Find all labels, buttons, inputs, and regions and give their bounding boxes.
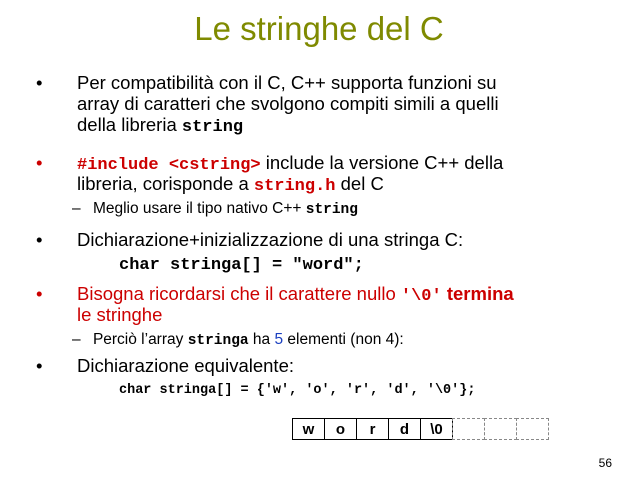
bullet-marker: •	[36, 152, 43, 173]
array-cell: o	[324, 418, 357, 440]
element-count: 5	[274, 331, 284, 348]
code-string: string	[181, 118, 244, 137]
sub-bullet-native-string	[72, 200, 358, 219]
bullet-text: libreria, corisponde a	[77, 173, 254, 194]
array-cell: r	[356, 418, 389, 440]
sub-bullet-marker: –	[72, 331, 81, 348]
sub-bullet-text: Perciò l’array	[92, 331, 188, 348]
char-array-diagram	[293, 418, 549, 440]
array-cell: w	[292, 418, 325, 440]
bullet-text: termina	[441, 283, 514, 304]
bullet-marker: •	[36, 229, 43, 250]
sub-bullet-five-elements	[72, 331, 404, 350]
code-include-cstring: #include <cstring>	[77, 156, 261, 175]
bullet-text: Bisogna ricordarsi che il carattere nullo	[77, 283, 401, 304]
array-cell-empty	[516, 418, 549, 440]
array-cell-empty	[452, 418, 485, 440]
bullet-marker: •	[36, 283, 43, 304]
array-cell-empty	[484, 418, 517, 440]
code-string-h: string.h	[253, 177, 336, 196]
sub-bullet-marker: –	[72, 200, 81, 217]
code-stringa: stringa	[187, 333, 249, 349]
bullet-text: del C	[335, 173, 384, 194]
array-cell: \0	[420, 418, 453, 440]
bullet-line: array di caratteri che svolgono compiti simili a quelli	[77, 93, 499, 114]
code-null-char: '\0'	[400, 287, 442, 306]
bullet-marker: •	[36, 355, 43, 376]
bullet-line	[77, 173, 384, 197]
bullet-marker: •	[36, 72, 43, 93]
bullet-line: le stringhe	[77, 304, 163, 325]
code-equivalent-declaration: char stringa[] = {'w', 'o', 'r', 'd', '\0'};	[119, 383, 476, 398]
sub-bullet-text: elementi (non 4):	[283, 331, 404, 348]
page-number: 56	[598, 456, 612, 470]
bullet-line: Per compatibilità con il C, C++ supporta funzioni su	[77, 72, 497, 93]
bullet-line	[77, 114, 243, 138]
code-string: string	[305, 202, 358, 218]
slide-title: Le stringhe del C	[194, 10, 444, 47]
code-declaration: char stringa[] = "word";	[119, 256, 364, 275]
bullet-text: include la versione C++ della	[260, 152, 504, 173]
bullet-text: della libreria	[77, 114, 182, 135]
array-cell: d	[388, 418, 421, 440]
sub-bullet-text: Meglio usare il tipo nativo C++	[92, 200, 306, 217]
bullet-line: Dichiarazione equivalente:	[77, 355, 294, 376]
bullet-line: Dichiarazione+inizializzazione di una stringa C:	[77, 229, 464, 250]
sub-bullet-text: ha	[248, 331, 275, 348]
